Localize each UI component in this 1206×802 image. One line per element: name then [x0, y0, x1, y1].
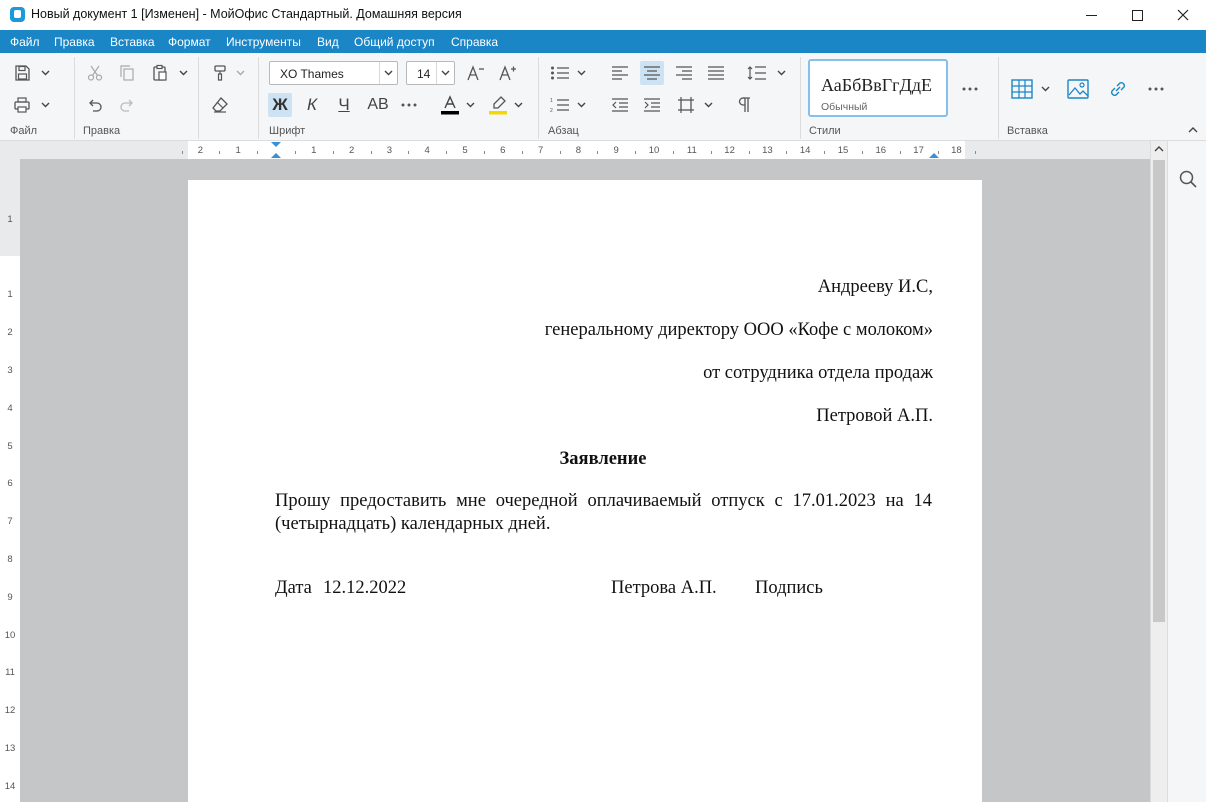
- signer-name: Петрова А.П.: [611, 578, 717, 598]
- vertical-ruler[interactable]: [0, 159, 20, 802]
- ruler-tick: [862, 151, 863, 154]
- ruler-number: 12: [724, 145, 735, 156]
- ruler-tick: [295, 151, 296, 154]
- vertical-scrollbar[interactable]: [1150, 141, 1167, 802]
- save-dropdown[interactable]: [40, 68, 50, 78]
- scroll-up-icon[interactable]: [1154, 145, 1164, 152]
- addressee-line-2: генеральному директору ООО «Кофе с молоком»: [544, 320, 933, 340]
- toolbar-separator: [800, 57, 801, 139]
- font-color-icon: [440, 95, 460, 115]
- toolbar-separator: [998, 57, 999, 139]
- font-size-value: 14: [417, 67, 431, 81]
- ruler-number: 10: [648, 145, 660, 156]
- numbered-list-dropdown[interactable]: [576, 100, 586, 110]
- chevron-down-icon: [236, 70, 245, 76]
- link-icon: [1107, 78, 1129, 100]
- align-justify-icon: [707, 66, 725, 80]
- ruler-tick: [635, 151, 636, 154]
- menu-view[interactable]: Вид: [317, 35, 339, 49]
- ruler-tick: [522, 151, 523, 154]
- ruler-number: 1: [311, 145, 317, 156]
- more-font-button[interactable]: [397, 93, 421, 117]
- ruler-tick: [182, 151, 183, 154]
- left-indent-marker-icon[interactable]: [270, 141, 282, 159]
- line-spacing-button[interactable]: [745, 61, 769, 85]
- align-left-button[interactable]: [608, 61, 632, 85]
- date-label: Дата: [275, 578, 312, 598]
- paste-dropdown[interactable]: [178, 68, 188, 78]
- body-line-2: (четырнадцать) календарных дней.: [275, 514, 551, 534]
- vertical-ruler-number: 1: [7, 214, 13, 225]
- chevron-down-icon: [704, 102, 713, 108]
- bullet-list-button[interactable]: [548, 61, 572, 85]
- ruler-tick: [786, 151, 787, 154]
- save-icon: [13, 64, 31, 82]
- chevron-down-icon: [41, 102, 50, 108]
- menu-file[interactable]: Файл: [10, 35, 40, 49]
- toolbar-separator: [538, 57, 539, 139]
- font-color-dropdown[interactable]: [465, 100, 475, 110]
- document-heading: Заявление: [559, 449, 647, 469]
- chevron-down-icon: [41, 70, 50, 76]
- numbered-list-button[interactable]: [548, 93, 572, 117]
- ruler-tick: [257, 151, 258, 154]
- align-center-button[interactable]: [640, 61, 664, 85]
- show-formatting-button[interactable]: [732, 93, 756, 117]
- ruler-tick: [711, 151, 712, 154]
- font-name-value: XO Thames: [280, 67, 344, 81]
- menu-format[interactable]: Формат: [168, 35, 211, 49]
- chevron-down-icon: [179, 70, 188, 76]
- group-label-insert: Вставка: [1007, 125, 1048, 137]
- more-horizontal-icon: [1148, 87, 1164, 91]
- bullet-list-icon: [550, 65, 570, 81]
- group-label-font: Шрифт: [269, 125, 306, 137]
- maximize-icon: [1132, 10, 1143, 21]
- paint-roller-icon: [211, 64, 229, 82]
- image-icon: [1067, 78, 1089, 100]
- minimize-button[interactable]: [1068, 0, 1114, 30]
- ruler-number: 4: [424, 145, 430, 156]
- ruler-number: 2: [197, 145, 204, 156]
- pilcrow-icon: [737, 97, 751, 113]
- chevron-down-icon: [1041, 86, 1050, 92]
- menu-help[interactable]: Справка: [451, 35, 499, 49]
- paste-button[interactable]: [148, 61, 172, 85]
- align-center-icon: [643, 66, 661, 80]
- align-right-icon: [675, 66, 693, 80]
- print-icon: [13, 96, 31, 114]
- app-logo-icon: [10, 7, 25, 22]
- more-styles-button[interactable]: [958, 77, 982, 101]
- bullet-list-dropdown[interactable]: [576, 68, 586, 78]
- toolbar-separator: [258, 57, 259, 139]
- font-name-select[interactable]: [269, 61, 398, 85]
- format-painter-dropdown[interactable]: [235, 68, 245, 78]
- line-spacing-icon: [747, 65, 767, 81]
- decrease-indent-button[interactable]: [608, 93, 632, 117]
- copy-button[interactable]: [115, 61, 139, 85]
- print-dropdown[interactable]: [40, 100, 50, 110]
- save-button[interactable]: [10, 61, 34, 85]
- ruler-tick: [446, 151, 447, 154]
- increase-font-button[interactable]: [496, 61, 520, 85]
- chevron-down-icon: [436, 62, 454, 84]
- ruler-tick: [484, 151, 485, 154]
- document-page[interactable]: [188, 180, 982, 802]
- vertical-ruler-number: 2: [7, 327, 13, 338]
- frame-icon: [677, 96, 695, 114]
- highlight-dropdown[interactable]: [513, 100, 523, 110]
- maximize-button[interactable]: [1114, 0, 1160, 30]
- ruler-tick: [560, 151, 561, 154]
- ruler-number: 16: [875, 145, 887, 156]
- chevron-down-icon: [379, 62, 397, 84]
- clipboard-icon: [151, 64, 169, 82]
- menu-insert[interactable]: Вставка: [110, 35, 155, 49]
- vertical-ruler-number: 4: [7, 403, 13, 414]
- more-horizontal-icon: [401, 103, 417, 107]
- decrease-font-button[interactable]: [464, 61, 488, 85]
- vertical-ruler-number: 3: [7, 365, 13, 376]
- menu-sharing[interactable]: Общий доступ: [354, 35, 435, 49]
- vertical-ruler-number: 13: [4, 743, 16, 754]
- ruler-number: 13: [762, 145, 773, 156]
- ruler-number: 9: [613, 145, 619, 156]
- sender-line-1: от сотрудника отдела продаж: [703, 363, 933, 383]
- font-color-button[interactable]: [438, 93, 462, 117]
- ruler-number: 11: [686, 145, 697, 156]
- insert-image-button[interactable]: [1066, 77, 1090, 101]
- ruler-number: 8: [575, 145, 582, 156]
- undo-button[interactable]: [83, 93, 107, 117]
- ruler-tick: [408, 151, 409, 154]
- svg-text:2: 2: [550, 108, 553, 113]
- align-left-icon: [611, 66, 629, 80]
- strikethrough-button[interactable]: АВ: [367, 96, 389, 113]
- date-value: 12.12.2022: [323, 578, 407, 598]
- chevron-down-icon: [514, 102, 523, 108]
- group-label-file: Файл: [10, 125, 38, 137]
- table-icon: [1011, 78, 1033, 100]
- eraser-icon: [211, 96, 229, 114]
- format-painter-button[interactable]: [208, 61, 232, 85]
- close-icon: [1177, 9, 1189, 21]
- chevron-up-icon: [1188, 126, 1198, 133]
- increase-indent-button[interactable]: [640, 93, 664, 117]
- vertical-ruler-number: 10: [4, 630, 16, 641]
- italic-button[interactable]: К: [306, 95, 318, 114]
- vertical-ruler-number: 11: [5, 667, 15, 678]
- more-insert-button[interactable]: [1144, 77, 1168, 101]
- ruler-number: 7: [537, 145, 544, 156]
- menu-edit[interactable]: Правка: [54, 35, 95, 49]
- ruler-tick: [975, 151, 976, 154]
- clear-format-button[interactable]: [208, 93, 232, 117]
- menu-tools[interactable]: Инструменты: [226, 35, 301, 49]
- toolbar-separator: [74, 57, 75, 139]
- menu-bar: [0, 30, 1206, 53]
- group-label-edit: Правка: [83, 125, 121, 137]
- group-label-paragraph: Абзац: [548, 125, 579, 137]
- cut-button[interactable]: [83, 61, 107, 85]
- undo-icon: [86, 96, 104, 114]
- ruler-tick: [333, 151, 334, 154]
- ruler-tick: [900, 151, 901, 154]
- chevron-down-icon: [577, 70, 586, 76]
- ruler-number: 5: [462, 145, 468, 156]
- vertical-ruler-number: 8: [7, 554, 13, 565]
- body-line-1: Прошу предоставить мне очередной оплачиваемый отпуск с 17.01.2023 на 14: [275, 491, 932, 511]
- ruler-tick: [673, 151, 674, 154]
- signature-label: Подпись: [755, 578, 823, 598]
- scrollbar-thumb[interactable]: [1153, 160, 1165, 622]
- ruler-number: 2: [348, 145, 355, 156]
- vertical-ruler-number: 6: [7, 478, 13, 489]
- highlighter-icon: [488, 95, 508, 115]
- chevron-down-icon: [777, 70, 786, 76]
- addressee-line-1: Андрееву И.С,: [817, 277, 933, 297]
- paragraph-spacing-dropdown[interactable]: [703, 100, 713, 110]
- print-button[interactable]: [10, 93, 34, 117]
- scissors-icon: [86, 64, 104, 82]
- ruler-number: 17: [913, 145, 924, 156]
- highlight-button[interactable]: [486, 93, 510, 117]
- close-button[interactable]: [1160, 0, 1206, 30]
- paragraph-spacing-button[interactable]: [674, 93, 698, 117]
- insert-table-button[interactable]: [1010, 77, 1034, 101]
- toolbar-separator: [198, 57, 199, 139]
- ruler-tick: [371, 151, 372, 154]
- horizontal-ruler[interactable]: [0, 141, 1150, 159]
- ruler-tick: [749, 151, 750, 154]
- redo-icon: [118, 96, 136, 114]
- outdent-icon: [611, 98, 629, 112]
- font-decrease-icon: [466, 64, 486, 82]
- title-bar: [0, 0, 1206, 30]
- vertical-ruler-number: 12: [4, 705, 16, 716]
- ruler-number: 14: [799, 145, 811, 156]
- indent-icon: [643, 98, 661, 112]
- insert-link-button[interactable]: [1106, 77, 1130, 101]
- ruler-tick: [219, 151, 220, 154]
- vertical-ruler-number: 7: [7, 516, 13, 527]
- sender-line-2: Петровой А.П.: [816, 406, 933, 426]
- ruler-number: 3: [386, 145, 393, 156]
- vertical-ruler-number: 9: [7, 592, 13, 603]
- numbered-list-icon: [550, 97, 570, 113]
- right-indent-marker-icon[interactable]: [928, 141, 940, 159]
- ruler-number: 1: [235, 145, 241, 156]
- vertical-ruler-number: 1: [7, 289, 13, 300]
- search-button[interactable]: [1176, 167, 1200, 191]
- align-justify-button[interactable]: [704, 61, 728, 85]
- chevron-down-icon: [577, 102, 586, 108]
- document-canvas[interactable]: [20, 159, 1150, 802]
- collapse-toolbar-button[interactable]: [1183, 119, 1203, 139]
- line-spacing-dropdown[interactable]: [776, 68, 786, 78]
- style-preview-normal[interactable]: [808, 59, 948, 117]
- search-icon: [1178, 169, 1198, 189]
- ruler-tick: [597, 151, 598, 154]
- toolbar: [0, 53, 1206, 141]
- vertical-ruler-number: 5: [7, 441, 13, 452]
- group-label-styles: Стили: [809, 125, 841, 137]
- style-name: Обычный: [821, 101, 868, 113]
- minimize-icon: [1086, 15, 1097, 16]
- side-panel: [1167, 141, 1206, 802]
- redo-button[interactable]: [115, 93, 139, 117]
- font-increase-icon: [498, 64, 518, 82]
- ruler-number: 15: [837, 145, 849, 156]
- window-title: Новый документ 1 [Изменен] - МойОфис Стандартный. Домашняя версия: [31, 7, 462, 21]
- font-size-select[interactable]: [406, 61, 455, 85]
- ruler-number: 6: [500, 145, 506, 156]
- ruler-number: 18: [951, 145, 962, 156]
- chevron-down-icon: [466, 102, 475, 108]
- vertical-ruler-margin: [0, 159, 20, 256]
- align-right-button[interactable]: [672, 61, 696, 85]
- bold-button[interactable]: Ж: [268, 93, 292, 117]
- insert-table-dropdown[interactable]: [1040, 84, 1050, 94]
- more-horizontal-icon: [962, 87, 978, 91]
- ruler-tick: [824, 151, 825, 154]
- style-sample-text: АаБбВвГгДдЕ: [821, 75, 932, 95]
- copy-icon: [118, 64, 136, 82]
- underline-button[interactable]: Ч: [338, 95, 350, 114]
- svg-text:1: 1: [550, 98, 553, 104]
- vertical-ruler-number: 14: [4, 781, 16, 792]
